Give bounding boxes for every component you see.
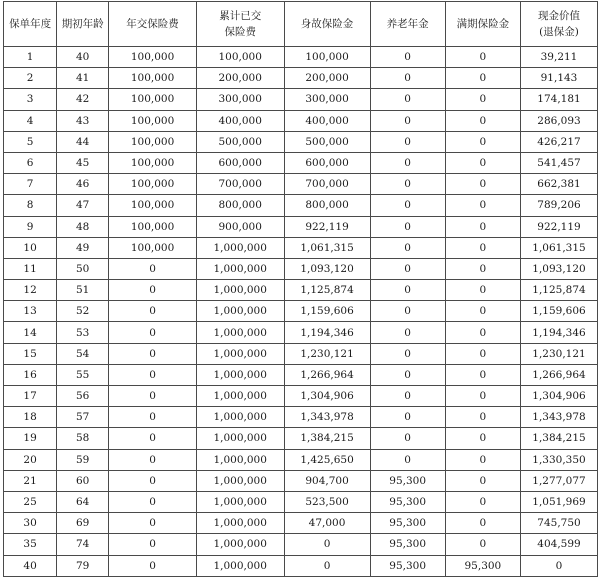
cell-annual-premium: 100,000 xyxy=(109,47,197,68)
table-row xyxy=(4,449,598,470)
cell-maturity-benefit: 0 xyxy=(445,513,520,534)
cell-policy-year: 14 xyxy=(4,322,57,343)
cell-death-benefit: 1,093,120 xyxy=(284,258,370,279)
cell-cash-value: 1,230,121 xyxy=(521,343,598,364)
table-row xyxy=(4,513,598,534)
table-row xyxy=(4,195,598,216)
cell-annual-premium: 0 xyxy=(109,386,197,407)
cell-policy-year: 25 xyxy=(4,491,57,512)
cell-policy-year: 1 xyxy=(4,47,57,68)
cell-pension: 0 xyxy=(370,89,445,110)
cell-maturity-benefit: 0 xyxy=(445,364,520,385)
cell-age: 56 xyxy=(57,386,109,407)
cell-annual-premium: 0 xyxy=(109,513,197,534)
table-row xyxy=(4,110,598,131)
table-row xyxy=(4,470,598,491)
cell-pension: 0 xyxy=(370,407,445,428)
cell-policy-year: 18 xyxy=(4,407,57,428)
cell-cumulative-premium: 1,000,000 xyxy=(196,407,284,428)
cell-annual-premium: 100,000 xyxy=(109,110,197,131)
cell-maturity-benefit: 0 xyxy=(445,195,520,216)
col-annual-premium: 年交保险费 xyxy=(109,2,197,47)
cell-age: 42 xyxy=(57,89,109,110)
cell-cash-value: 404,599 xyxy=(521,534,598,555)
cell-age: 43 xyxy=(57,110,109,131)
cell-annual-premium: 0 xyxy=(109,343,197,364)
cell-cumulative-premium: 1,000,000 xyxy=(196,555,284,576)
cell-pension: 0 xyxy=(370,152,445,173)
cell-maturity-benefit: 0 xyxy=(445,174,520,195)
cell-cash-value: 1,093,120 xyxy=(521,258,598,279)
cell-age: 41 xyxy=(57,68,109,89)
cell-policy-year: 4 xyxy=(4,110,57,131)
cell-annual-premium: 100,000 xyxy=(109,68,197,89)
cell-maturity-benefit: 0 xyxy=(445,449,520,470)
cell-maturity-benefit: 0 xyxy=(445,258,520,279)
cell-death-benefit: 700,000 xyxy=(284,174,370,195)
cell-cash-value: 922,119 xyxy=(521,216,598,237)
cell-death-benefit: 300,000 xyxy=(284,89,370,110)
cell-maturity-benefit: 0 xyxy=(445,152,520,173)
cell-death-benefit: 1,125,874 xyxy=(284,280,370,301)
cell-annual-premium: 0 xyxy=(109,364,197,385)
cell-policy-year: 20 xyxy=(4,449,57,470)
table-row xyxy=(4,555,598,576)
cell-cash-value: 789,206 xyxy=(521,195,598,216)
cell-annual-premium: 100,000 xyxy=(109,216,197,237)
cell-policy-year: 12 xyxy=(4,280,57,301)
cell-age: 58 xyxy=(57,428,109,449)
cell-age: 45 xyxy=(57,152,109,173)
cell-cumulative-premium: 500,000 xyxy=(196,131,284,152)
cell-pension: 0 xyxy=(370,68,445,89)
table-row xyxy=(4,280,598,301)
cell-age: 59 xyxy=(57,449,109,470)
cell-maturity-benefit: 0 xyxy=(445,131,520,152)
cell-pension: 0 xyxy=(370,174,445,195)
cell-cash-value: 1,061,315 xyxy=(521,237,598,258)
cell-cash-value: 286,093 xyxy=(521,110,598,131)
col-death-benefit: 身故保险金 xyxy=(284,2,370,47)
cell-cash-value: 1,304,906 xyxy=(521,386,598,407)
cell-cumulative-premium: 300,000 xyxy=(196,89,284,110)
cell-cash-value: 0 xyxy=(521,555,598,576)
cell-pension: 95,300 xyxy=(370,534,445,555)
cell-policy-year: 11 xyxy=(4,258,57,279)
cell-policy-year: 9 xyxy=(4,216,57,237)
col-cash-value xyxy=(521,2,598,47)
table-row xyxy=(4,216,598,237)
col-age-at-start: 期初年龄 xyxy=(57,2,109,47)
cell-pension: 0 xyxy=(370,449,445,470)
table-row xyxy=(4,237,598,258)
cell-age: 79 xyxy=(57,555,109,576)
table-row xyxy=(4,68,598,89)
cell-cumulative-premium: 400,000 xyxy=(196,110,284,131)
cell-annual-premium: 0 xyxy=(109,301,197,322)
cell-cumulative-premium: 1,000,000 xyxy=(196,237,284,258)
cell-maturity-benefit: 0 xyxy=(445,216,520,237)
table-row xyxy=(4,386,598,407)
cell-maturity-benefit: 0 xyxy=(445,470,520,491)
cell-policy-year: 7 xyxy=(4,174,57,195)
cell-cumulative-premium: 200,000 xyxy=(196,68,284,89)
cell-age: 51 xyxy=(57,280,109,301)
cell-policy-year: 5 xyxy=(4,131,57,152)
table-header xyxy=(4,2,598,47)
cell-pension: 0 xyxy=(370,216,445,237)
cell-cumulative-premium: 1,000,000 xyxy=(196,534,284,555)
cell-cash-value: 1,343,978 xyxy=(521,407,598,428)
cell-maturity-benefit: 0 xyxy=(445,47,520,68)
cell-death-benefit: 922,119 xyxy=(284,216,370,237)
cell-cumulative-premium: 1,000,000 xyxy=(196,364,284,385)
cell-death-benefit: 800,000 xyxy=(284,195,370,216)
cell-cash-value: 91,143 xyxy=(521,68,598,89)
cell-pension: 0 xyxy=(370,364,445,385)
cell-cumulative-premium: 1,000,000 xyxy=(196,428,284,449)
cell-cumulative-premium: 1,000,000 xyxy=(196,280,284,301)
cell-cash-value: 1,330,350 xyxy=(521,449,598,470)
cell-pension: 95,300 xyxy=(370,491,445,512)
cell-age: 60 xyxy=(57,470,109,491)
cell-cumulative-premium: 900,000 xyxy=(196,216,284,237)
cell-policy-year: 2 xyxy=(4,68,57,89)
cell-pension: 95,300 xyxy=(370,555,445,576)
table-row xyxy=(4,47,598,68)
cell-maturity-benefit: 0 xyxy=(445,280,520,301)
cell-death-benefit: 1,304,906 xyxy=(284,386,370,407)
table-row xyxy=(4,534,598,555)
cell-policy-year: 21 xyxy=(4,470,57,491)
cell-pension: 0 xyxy=(370,322,445,343)
cell-death-benefit: 100,000 xyxy=(284,47,370,68)
cell-cumulative-premium: 800,000 xyxy=(196,195,284,216)
cell-age: 46 xyxy=(57,174,109,195)
cell-age: 50 xyxy=(57,258,109,279)
cell-death-benefit: 1,230,121 xyxy=(284,343,370,364)
cell-cumulative-premium: 1,000,000 xyxy=(196,343,284,364)
cell-annual-premium: 0 xyxy=(109,280,197,301)
cell-policy-year: 10 xyxy=(4,237,57,258)
table-row xyxy=(4,258,598,279)
cell-death-benefit: 1,159,606 xyxy=(284,301,370,322)
cell-maturity-benefit: 0 xyxy=(445,89,520,110)
cell-cash-value: 174,181 xyxy=(521,89,598,110)
cell-cumulative-premium: 1,000,000 xyxy=(196,513,284,534)
cell-annual-premium: 0 xyxy=(109,491,197,512)
cell-cash-value: 541,457 xyxy=(521,152,598,173)
cell-policy-year: 15 xyxy=(4,343,57,364)
cell-policy-year: 19 xyxy=(4,428,57,449)
col-cumulative-premium xyxy=(196,2,284,47)
cell-annual-premium: 100,000 xyxy=(109,195,197,216)
cell-maturity-benefit: 0 xyxy=(445,301,520,322)
col-policy-year: 保单年度 xyxy=(4,2,57,47)
cell-pension: 0 xyxy=(370,237,445,258)
cell-cash-value: 1,277,077 xyxy=(521,470,598,491)
cell-maturity-benefit: 0 xyxy=(445,407,520,428)
cell-policy-year: 30 xyxy=(4,513,57,534)
cell-cumulative-premium: 1,000,000 xyxy=(196,258,284,279)
cell-maturity-benefit: 0 xyxy=(445,237,520,258)
cell-cumulative-premium: 1,000,000 xyxy=(196,449,284,470)
cell-age: 74 xyxy=(57,534,109,555)
cell-maturity-benefit: 0 xyxy=(445,110,520,131)
cell-pension: 0 xyxy=(370,131,445,152)
cell-policy-year: 3 xyxy=(4,89,57,110)
cell-pension: 0 xyxy=(370,110,445,131)
cell-cumulative-premium: 1,000,000 xyxy=(196,301,284,322)
cell-maturity-benefit: 0 xyxy=(445,343,520,364)
cell-annual-premium: 0 xyxy=(109,449,197,470)
cell-cumulative-premium: 1,000,000 xyxy=(196,470,284,491)
cell-death-benefit: 904,700 xyxy=(284,470,370,491)
cell-death-benefit: 1,343,978 xyxy=(284,407,370,428)
table-row xyxy=(4,364,598,385)
cell-death-benefit: 1,425,650 xyxy=(284,449,370,470)
cell-age: 54 xyxy=(57,343,109,364)
col-cash-value-line1: 现金价值 xyxy=(538,10,580,22)
cell-maturity-benefit: 0 xyxy=(445,322,520,343)
cell-annual-premium: 100,000 xyxy=(109,131,197,152)
cell-pension: 0 xyxy=(370,301,445,322)
cell-cash-value: 426,217 xyxy=(521,131,598,152)
cell-age: 52 xyxy=(57,301,109,322)
cell-annual-premium: 0 xyxy=(109,258,197,279)
cell-cash-value: 1,051,969 xyxy=(521,491,598,512)
cell-maturity-benefit: 95,300 xyxy=(445,555,520,576)
cell-maturity-benefit: 0 xyxy=(445,491,520,512)
cell-cumulative-premium: 700,000 xyxy=(196,174,284,195)
cell-policy-year: 35 xyxy=(4,534,57,555)
cell-pension: 0 xyxy=(370,343,445,364)
cell-age: 47 xyxy=(57,195,109,216)
cell-death-benefit: 600,000 xyxy=(284,152,370,173)
cell-annual-premium: 100,000 xyxy=(109,89,197,110)
cell-pension: 95,300 xyxy=(370,513,445,534)
cell-age: 55 xyxy=(57,364,109,385)
cell-death-benefit: 1,266,964 xyxy=(284,364,370,385)
table-row xyxy=(4,491,598,512)
cell-death-benefit: 400,000 xyxy=(284,110,370,131)
cell-policy-year: 17 xyxy=(4,386,57,407)
table-row xyxy=(4,343,598,364)
cell-annual-premium: 0 xyxy=(109,534,197,555)
cell-pension: 0 xyxy=(370,195,445,216)
cell-age: 40 xyxy=(57,47,109,68)
cell-death-benefit: 1,194,346 xyxy=(284,322,370,343)
cell-cumulative-premium: 600,000 xyxy=(196,152,284,173)
policy-benefit-table xyxy=(3,1,598,577)
cell-policy-year: 8 xyxy=(4,195,57,216)
cell-maturity-benefit: 0 xyxy=(445,534,520,555)
cell-policy-year: 6 xyxy=(4,152,57,173)
cell-cash-value: 662,381 xyxy=(521,174,598,195)
cell-maturity-benefit: 0 xyxy=(445,68,520,89)
col-maturity-benefit: 满期保险金 xyxy=(445,2,520,47)
cell-age: 53 xyxy=(57,322,109,343)
cell-age: 69 xyxy=(57,513,109,534)
cell-cash-value: 1,159,606 xyxy=(521,301,598,322)
table-row xyxy=(4,89,598,110)
cell-age: 57 xyxy=(57,407,109,428)
cell-cash-value: 1,194,346 xyxy=(521,322,598,343)
cell-cash-value: 1,384,215 xyxy=(521,428,598,449)
table-row xyxy=(4,152,598,173)
col-pension: 养老年金 xyxy=(370,2,445,47)
cell-death-benefit: 500,000 xyxy=(284,131,370,152)
cell-maturity-benefit: 0 xyxy=(445,428,520,449)
cell-annual-premium: 0 xyxy=(109,428,197,449)
cell-cash-value: 39,211 xyxy=(521,47,598,68)
cell-annual-premium: 100,000 xyxy=(109,174,197,195)
cell-age: 44 xyxy=(57,131,109,152)
cell-maturity-benefit: 0 xyxy=(445,386,520,407)
cell-policy-year: 40 xyxy=(4,555,57,576)
cell-annual-premium: 0 xyxy=(109,555,197,576)
table-row xyxy=(4,131,598,152)
cell-cash-value: 1,266,964 xyxy=(521,364,598,385)
cell-policy-year: 13 xyxy=(4,301,57,322)
cell-pension: 0 xyxy=(370,428,445,449)
cell-death-benefit: 0 xyxy=(284,555,370,576)
cell-pension: 0 xyxy=(370,386,445,407)
cell-annual-premium: 100,000 xyxy=(109,237,197,258)
cell-cumulative-premium: 100,000 xyxy=(196,47,284,68)
cell-annual-premium: 0 xyxy=(109,407,197,428)
cell-cash-value: 1,125,874 xyxy=(521,280,598,301)
cell-annual-premium: 0 xyxy=(109,322,197,343)
table-row xyxy=(4,301,598,322)
cell-pension: 0 xyxy=(370,280,445,301)
cell-death-benefit: 1,061,315 xyxy=(284,237,370,258)
cell-age: 49 xyxy=(57,237,109,258)
header-row xyxy=(4,2,598,47)
col-cumulative-premium-line1: 累计已交 xyxy=(219,10,262,22)
cell-death-benefit: 47,000 xyxy=(284,513,370,534)
cell-cumulative-premium: 1,000,000 xyxy=(196,491,284,512)
cell-death-benefit: 0 xyxy=(284,534,370,555)
cell-death-benefit: 523,500 xyxy=(284,491,370,512)
table-row xyxy=(4,428,598,449)
cell-cumulative-premium: 1,000,000 xyxy=(196,322,284,343)
cell-age: 64 xyxy=(57,491,109,512)
cell-pension: 0 xyxy=(370,258,445,279)
col-cash-value-line2: (退保金) xyxy=(539,26,579,38)
cell-policy-year: 16 xyxy=(4,364,57,385)
cell-annual-premium: 100,000 xyxy=(109,152,197,173)
table-row xyxy=(4,174,598,195)
cell-death-benefit: 1,384,215 xyxy=(284,428,370,449)
cell-age: 48 xyxy=(57,216,109,237)
cell-pension: 95,300 xyxy=(370,470,445,491)
col-cumulative-premium-line2: 保险费 xyxy=(224,26,256,38)
cell-cumulative-premium: 1,000,000 xyxy=(196,386,284,407)
table-row xyxy=(4,322,598,343)
cell-pension: 0 xyxy=(370,47,445,68)
cell-annual-premium: 0 xyxy=(109,470,197,491)
cell-death-benefit: 200,000 xyxy=(284,68,370,89)
table-row xyxy=(4,407,598,428)
cell-cash-value: 745,750 xyxy=(521,513,598,534)
table-body xyxy=(4,47,598,577)
